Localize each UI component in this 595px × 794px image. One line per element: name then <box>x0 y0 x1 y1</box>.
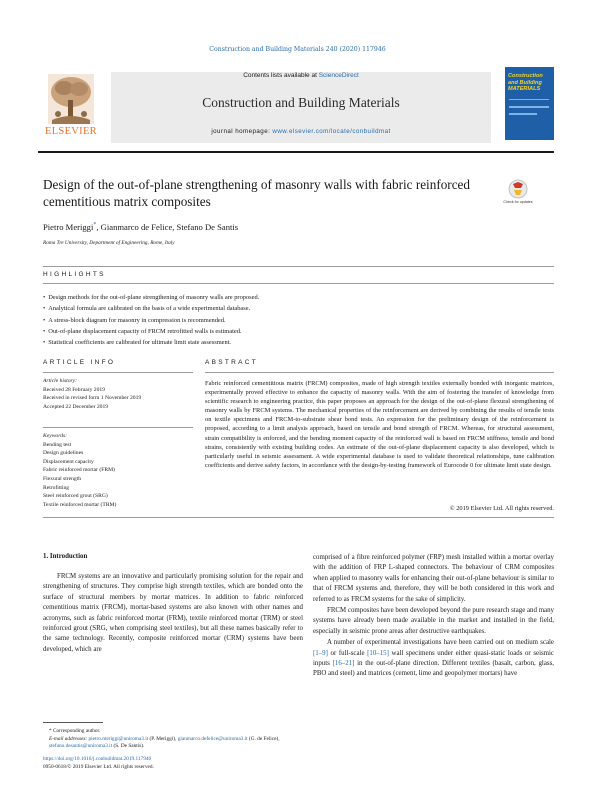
email-owner: (P. Meriggi), <box>148 735 178 742</box>
journal-cover[interactable] <box>505 67 554 140</box>
abstract-label: ABSTRACT <box>205 359 259 366</box>
footnotes <box>43 728 303 751</box>
article-history <box>43 377 193 411</box>
journal-title[interactable]: Construction and Building Materials <box>202 95 400 110</box>
keywords-label: Keywords: <box>43 433 68 439</box>
contents-prefix: Contents lists available at <box>243 72 319 79</box>
email-owner: (G. de Felice), <box>247 735 280 742</box>
author-name[interactable]: Pietro Meriggi <box>43 222 94 232</box>
email-owner: (S. De Santis). <box>112 743 145 750</box>
highlights-label: HIGHLIGHTS <box>43 271 106 278</box>
keyword-item: Textile reinforced mortar (TRM) <box>43 501 117 508</box>
highlight-item: • Design methods for the out-of-plane strengthening of masonry walls are proposed. <box>43 292 553 303</box>
cover-decoration <box>509 113 537 115</box>
history-item: Received in revised form 1 November 2019 <box>43 395 142 402</box>
elsevier-wordmark: ELSEVIER <box>45 126 97 137</box>
email-addresses <box>43 736 303 751</box>
email-label: E-mail addresses: <box>49 735 89 742</box>
email-link[interactable]: stefano.desantis@uniroma3.it <box>49 743 113 750</box>
check-for-updates-label[interactable]: Check for updates <box>503 200 533 204</box>
paragraph-text: or full-scale <box>327 649 368 657</box>
keyword-item: Displacement capacity <box>43 458 94 465</box>
history-label: Article history: <box>43 378 78 384</box>
paragraph-text: wall specimens under either quasi-static loads or seismic inputs <box>313 649 554 668</box>
contents-line <box>111 72 491 79</box>
journal-citation[interactable]: Construction and Building Materials 240 (2020) 117946 <box>209 46 386 53</box>
article-title: Design of the out-of-plane strengthening of masonry walls with fabric reinforced cementitious matrix composites <box>43 177 470 209</box>
issn-line: 0950-0618/© 2019 Elsevier Ltd. All rights reserved. <box>43 763 154 770</box>
history-rule <box>43 427 193 428</box>
history-item: Received 28 February 2019 <box>43 386 105 393</box>
section-heading-introduction: 1. Introduction <box>43 553 88 560</box>
keyword-item: Flexural strength <box>43 475 82 482</box>
journal-homepage <box>111 128 491 135</box>
body-paragraph <box>313 638 554 680</box>
highlight-item: • Analytical formula are calibrated on the basis of a wide experimental database. <box>43 303 553 314</box>
body-column-left <box>43 572 303 656</box>
abstract-text: Fabric reinforced cementitious matrix (FRCM) composites, made of high strength textiles externally bonded with inorganic matrices, experimentally proved effective to enhance the capacity of masonry walls. With the aim of fostering the transfer of knowledge from scientific research to engineering practice, this paper proposes an approach for the design of the out-of-plane flexural strengthening of masonry walls by FRCM systems. The mechanical properties of the reinforcement are derived by combining the results of tensile tests on textile specimens and FRCM-to-substrate shear bond tests. An expression for the preliminary design of the reinforcement is proposed, according to a limit analysis approach, based on tensile and bond strength of FRCM. Whereas, for structural assessment, strain compatibility is enforced, and the bending moment capacity of the reinforced wall is based on FRCM stiffness, tensile and bond strains, consistently with existing building codes. An estimate of the out-of-plane displacement capacity is also developed, which is particularly useful in seismic assessment. A wide experimental database is used to validate theoretical relationships, tune calibration coefficients and derive safety factors, in accordance with the design-by-testing framework of Eurocode 0 for ultimate limit state design. <box>205 380 554 469</box>
homepage-link[interactable]: www.elsevier.com/locate/conbuildmat <box>272 128 391 135</box>
keyword-item: Fabric reinforced mortar (FRM) <box>43 467 115 474</box>
affiliation: Roma Tre University, Department of Engineering, Rome, Italy <box>43 240 175 246</box>
body-paragraph: FRCM systems are an innovative and particularly promising solution for the repair and strengthening of structures. They comprise high strength textiles, which are bonded onto the surface of structural members by mortar matrices. In addition to fabric reinforced cementitious matrix (FRCM), mortar-based systems are also known with other names and acronyms, such as fabric reinforced mortar (FRM), textile reinforced mortar (TRM) or steel reinforced grout (SRG, when comprising steel textiles), but all these names basically refer to the same technology. Recently, composite reinforced mortar (CRM) systems have been developed, which are <box>43 573 303 653</box>
body-column-right <box>313 553 554 681</box>
reference-link[interactable]: [16–21] <box>332 660 355 668</box>
cover-divider <box>509 99 549 100</box>
cover-title: Construction and Building MATERIALS <box>508 73 543 93</box>
keyword-item: Steel reinforced grout (SRG) <box>43 493 108 500</box>
cover-decoration <box>509 106 549 108</box>
keyword-item: Design guidelines <box>43 450 84 457</box>
history-item: Accepted 22 December 2019 <box>43 403 109 410</box>
body-paragraph: FRCM composites have been developed beyond the pure research stage and many systems have already been made available in the market and installed in the field, especially in seismic prone areas after destructive earthquakes. <box>313 607 554 635</box>
paragraph-text: in the out-of-plane direction. Different textiles (basalt, carbon, glass, PBO and steel) and matrices (cement, lime and geopolymer mortars) have <box>313 660 554 678</box>
email-link[interactable]: pietro.meriggi@uniroma3.it <box>88 735 149 742</box>
reference-link[interactable]: [10–15] <box>367 649 389 657</box>
highlight-item: • Out-of-plane displacement capacity of FRCM retrofitted walls is estimated. <box>43 326 553 337</box>
reference-link[interactable]: [1–9] <box>313 649 328 657</box>
header-rule <box>38 151 554 153</box>
author-names-rest: , Gianmarco de Felice, Stefano De Santis <box>96 222 239 232</box>
body-paragraph: comprised of a fibre reinforced polymer (FRP) mesh installed within a mortar overlay with the addition of FRP L-shaped connectors. The behaviour of CRM composites when applied to masonry walls for enhancing their out-of-plane behaviour is similar to that of FRCM systems and, therefore, they will be both considered in this work and referred to as FRCM systems for the sake of simplicity. <box>313 554 554 603</box>
highlights-list <box>43 292 553 348</box>
abstract-rule <box>205 372 554 373</box>
keyword-item: Retrofitting <box>43 484 70 491</box>
sciencedirect-link[interactable]: ScienceDirect <box>318 72 359 79</box>
abstract-bottom-rule <box>43 517 554 518</box>
highlights-rule-top <box>43 266 554 267</box>
footnote-rule <box>43 722 103 723</box>
article-info-rule <box>43 372 193 373</box>
highlights-rule-bottom <box>43 283 554 284</box>
author-list <box>43 222 238 232</box>
corresponding-author-mark[interactable]: * <box>93 222 97 229</box>
highlight-item: • A stress-block diagram for masonry in compression is recommended. <box>43 315 553 326</box>
article-info-label: ARTICLE INFO <box>43 359 116 366</box>
abstract-copyright: © 2019 Elsevier Ltd. All rights reserved. <box>449 505 554 512</box>
corresponding-author-note: * Corresponding author. <box>49 728 101 734</box>
doi-link[interactable]: https://doi.org/10.1016/j.conbuildmat.2019.117946 <box>43 756 152 762</box>
highlight-item: • Statistical coefficients are calibrated for ultimate limit state assessment. <box>43 337 553 348</box>
paragraph-text: A number of experimental investigations have been carried out on medium scale <box>327 639 554 647</box>
keyword-item: Bending test <box>43 441 72 448</box>
homepage-prefix: journal homepage: <box>211 128 273 135</box>
email-link[interactable]: gianmarco.defelice@uniroma3.it <box>177 735 248 742</box>
keywords <box>43 432 193 509</box>
doi-block <box>43 756 303 771</box>
